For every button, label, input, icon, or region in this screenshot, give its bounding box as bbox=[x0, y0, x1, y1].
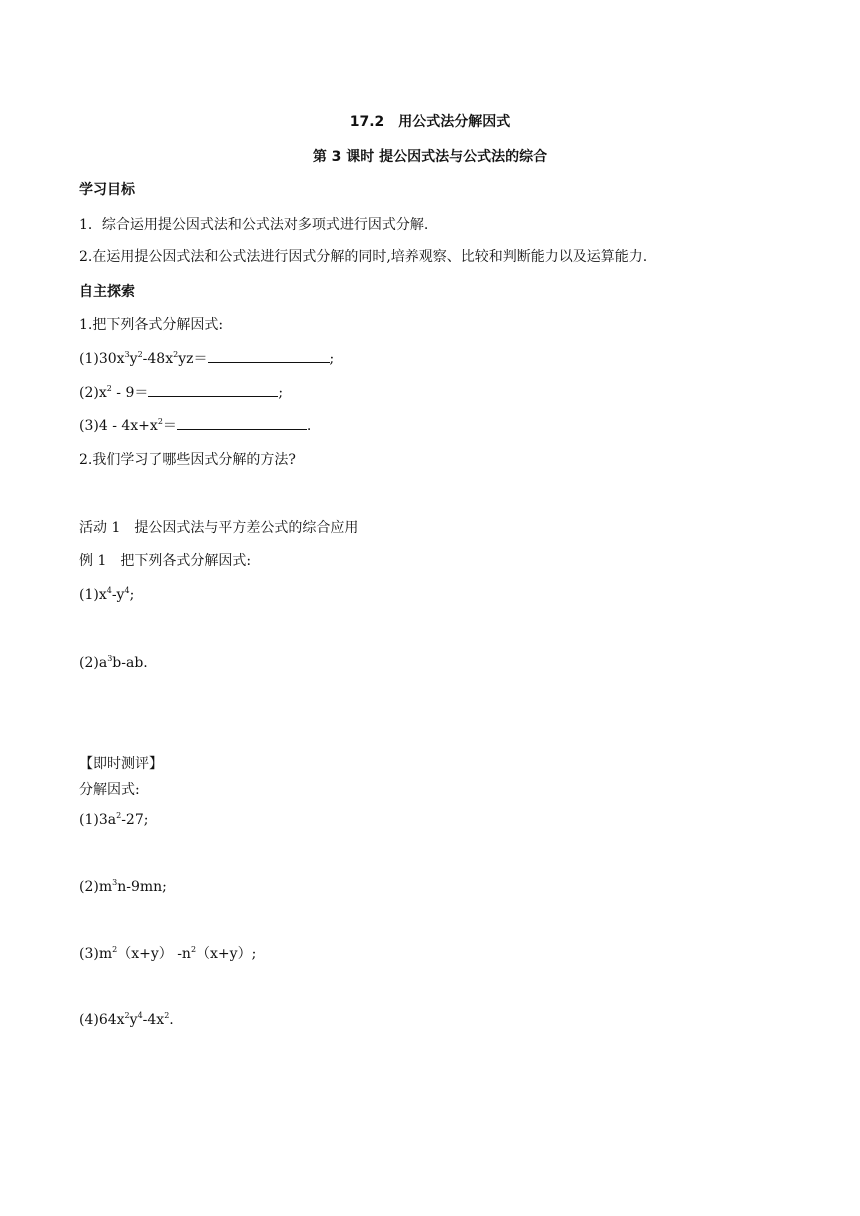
example-item-2: $(2)a^3b-ab$. bbox=[79, 654, 148, 671]
quiz-heading: 【即时测评】 bbox=[79, 756, 163, 772]
exercise-1c: $(3)4 - 4x+x^2=$ . bbox=[79, 417, 312, 434]
lesson-subtitle: 第 3 课时 提公因式法与公式法的综合 bbox=[312, 149, 548, 165]
exercise-1b: $(2)x^2 - 9=$ ; bbox=[79, 384, 284, 401]
page-title: 17.2 用公式法分解因式 bbox=[349, 114, 511, 130]
quiz-intro: 分解因式: bbox=[79, 782, 140, 798]
explore-question-2: 2.我们学习了哪些因式分解的方法? bbox=[79, 452, 296, 468]
explore-question-1: 1.把下列各式分解因式: bbox=[79, 317, 224, 333]
quiz-item-2: $(2)m^3n-9mn$; bbox=[79, 878, 167, 895]
activity-title: 活动 1 提公因式法与平方差公式的综合应用 bbox=[79, 520, 359, 536]
example-item-1: $(1)x^4-y^4$; bbox=[79, 586, 135, 603]
explore-heading: 自主探索 bbox=[79, 284, 135, 300]
goal-item-2: 2.在运用提公因式法和公式法进行因式分解的同时,培养观察、比较和判断能力以及运算能力. bbox=[79, 249, 648, 265]
goal-item-1: 1．综合运用提公因式法和公式法对多项式进行因式分解. bbox=[79, 217, 429, 233]
example-heading: 例 1 把下列各式分解因式: bbox=[79, 553, 252, 569]
quiz-item-1: $(1)3a^2-27$; bbox=[79, 811, 149, 828]
quiz-item-3: $(3)m^2(x+y)$ $-n^2(x+y)$; bbox=[79, 945, 257, 962]
quiz-item-4: $(4)64x^2y^4-4x^2$. bbox=[79, 1011, 174, 1028]
exercise-1a: $(1)30x^3y^2-48x^2yz=$ ; bbox=[79, 350, 335, 367]
goals-heading: 学习目标 bbox=[79, 182, 135, 198]
answer-blank-1c[interactable] bbox=[177, 417, 307, 430]
answer-blank-1a[interactable] bbox=[208, 350, 330, 363]
answer-blank-1b[interactable] bbox=[148, 384, 278, 397]
